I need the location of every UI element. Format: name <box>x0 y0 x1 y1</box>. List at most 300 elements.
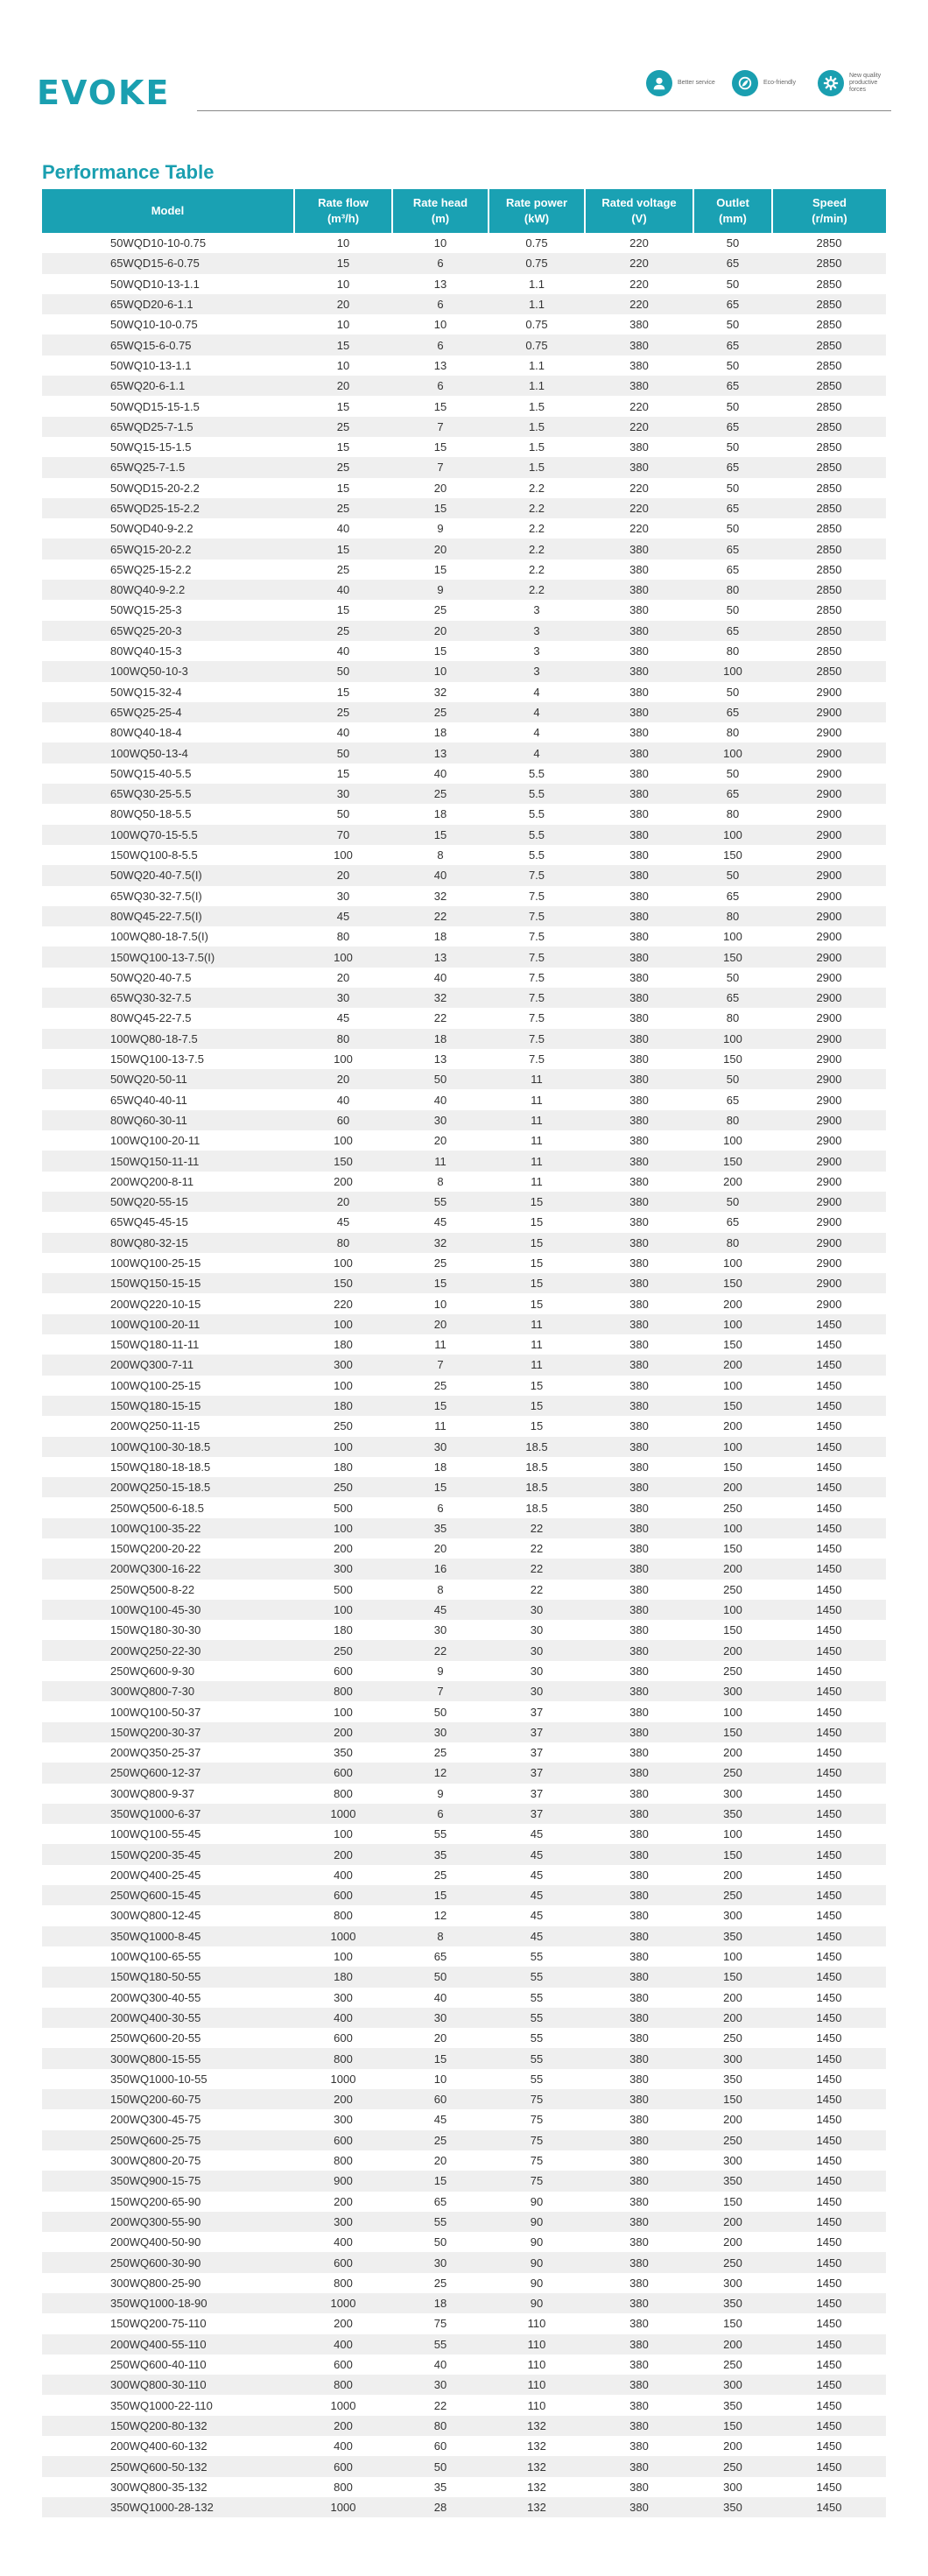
cell-model: 65WQ40-40-11 <box>110 1093 187 1107</box>
cell-rate-head: 8 <box>437 848 444 862</box>
cell-rate-power: 55 <box>530 2072 544 2086</box>
table-row <box>42 1029 886 1049</box>
cell-rate-flow: 100 <box>334 1134 353 1148</box>
cell-rate-flow: 15 <box>336 399 350 413</box>
cell-speed: 1450 <box>772 2089 886 2109</box>
cell-outlet: 250 <box>693 2456 772 2476</box>
cell-rate-flow: 10 <box>336 277 350 291</box>
cell-rate-flow: 15 <box>336 440 350 454</box>
cell-rate-head: 25 <box>392 2130 489 2150</box>
cell-rate-power: 2.2 <box>489 498 585 518</box>
cell-speed: 2850 <box>816 481 842 495</box>
cell-rate-head: 32 <box>433 889 447 903</box>
table-row <box>42 1600 886 1620</box>
cell-rate-head: 50 <box>392 1069 489 1089</box>
cell-rate-flow: 400 <box>334 1868 353 1882</box>
cell-rate-power: 5.5 <box>489 825 585 845</box>
cell-outlet: 80 <box>726 1011 740 1025</box>
cell-rated-voltage: 380 <box>629 2154 649 2168</box>
table-row <box>42 1640 886 1660</box>
cell-speed: 1450 <box>816 2276 842 2290</box>
cell-rate-flow: 25 <box>294 417 392 437</box>
cell-rate-power: 15 <box>530 1215 544 1229</box>
cell-rate-flow: 180 <box>334 1460 353 1474</box>
col-header-rated-voltage: Rated voltage (V) <box>585 189 693 233</box>
cell-rate-head: 30 <box>392 2252 489 2272</box>
cell-rate-head: 22 <box>433 1011 447 1025</box>
badge-label: Eco-friendly <box>763 80 796 86</box>
cell-outlet: 350 <box>693 2171 772 2191</box>
cell-rate-flow: 40 <box>336 726 350 740</box>
cell-rate-power: 5.5 <box>489 784 585 804</box>
cell-rate-flow: 25 <box>336 562 350 576</box>
cell-rate-power: 30 <box>489 1640 585 1660</box>
cell-rate-head: 15 <box>392 1396 489 1416</box>
cell-rate-flow: 220 <box>334 1297 353 1311</box>
cell-rate-power: 15 <box>489 1192 585 1212</box>
cell-model: 80WQ45-22-7.5(I) <box>42 906 294 926</box>
cell-speed: 1450 <box>772 2416 886 2436</box>
cell-rate-flow: 200 <box>334 2194 353 2208</box>
cell-rated-voltage: 380 <box>585 2375 693 2395</box>
cell-outlet: 150 <box>723 1542 742 1556</box>
cell-rate-power: 11 <box>531 1338 543 1352</box>
cell-rated-voltage: 380 <box>585 1926 693 1946</box>
cell-speed: 1450 <box>816 1542 842 1556</box>
cell-rate-head: 20 <box>392 538 489 559</box>
cell-speed: 2900 <box>816 1093 842 1107</box>
cell-rate-head: 22 <box>433 2398 447 2412</box>
cell-rate-head: 30 <box>392 1722 489 1742</box>
cell-rate-power: 75 <box>489 2130 585 2150</box>
cell-rated-voltage: 380 <box>585 1477 693 1497</box>
table-row <box>42 2497 886 2517</box>
cell-rate-flow: 1000 <box>294 2497 392 2517</box>
cell-outlet: 150 <box>693 1722 772 1742</box>
cell-outlet: 150 <box>693 1396 772 1416</box>
cell-speed: 2900 <box>772 1151 886 1171</box>
cell-model: 200WQ400-30-55 <box>42 2008 294 2028</box>
cell-rate-head: 55 <box>392 2212 489 2232</box>
table-row <box>42 376 886 396</box>
cell-speed: 1450 <box>816 1786 842 1800</box>
cell-rate-power: 1.5 <box>528 440 545 454</box>
table-row <box>42 682 886 702</box>
table-row <box>42 2354 886 2375</box>
cell-rate-power: 7.5 <box>489 865 585 885</box>
cell-rate-head: 60 <box>392 2089 489 2109</box>
table-row <box>42 1334 886 1355</box>
cell-rate-flow: 50 <box>336 807 350 821</box>
cell-rated-voltage: 380 <box>585 538 693 559</box>
table-row <box>42 2252 886 2272</box>
cell-speed: 1450 <box>816 1501 842 1515</box>
cell-rate-power: 2.2 <box>489 580 585 600</box>
cell-rate-head: 30 <box>392 2375 489 2395</box>
cell-rated-voltage: 380 <box>629 603 649 617</box>
table-row <box>42 1376 886 1396</box>
table-row <box>42 1661 886 1681</box>
cell-rate-flow: 300 <box>294 1559 392 1579</box>
cell-rated-voltage: 380 <box>585 2416 693 2436</box>
cell-model: 200WQ300-16-22 <box>42 1559 294 1579</box>
cell-outlet: 50 <box>726 685 740 699</box>
cell-rate-power: 45 <box>489 1885 585 1905</box>
cell-model: 80WQ45-22-7.5 <box>110 1011 192 1025</box>
table-row <box>42 2069 886 2089</box>
cell-speed: 1450 <box>816 2072 842 2086</box>
cell-rate-head: 35 <box>392 1518 489 1538</box>
table-row <box>42 478 886 498</box>
cell-speed: 1450 <box>816 1460 842 1474</box>
cell-rate-flow: 25 <box>294 498 392 518</box>
cell-rate-power: 2.2 <box>528 522 545 536</box>
cell-model: 100WQ100-45-30 <box>42 1600 294 1620</box>
cell-outlet: 350 <box>693 2293 772 2313</box>
cell-speed: 1450 <box>816 2235 842 2249</box>
cell-rate-power: 45 <box>489 1844 585 1864</box>
cell-rated-voltage: 380 <box>629 562 649 576</box>
cell-rated-voltage: 380 <box>629 848 649 862</box>
cell-rate-flow: 1000 <box>330 2072 356 2086</box>
cell-rated-voltage: 380 <box>585 1722 693 1742</box>
table-row <box>42 294 886 314</box>
cell-rated-voltage: 380 <box>629 1215 649 1229</box>
cell-rate-flow: 600 <box>294 1763 392 1783</box>
table-row <box>42 1926 886 1946</box>
cell-rate-flow: 30 <box>294 784 392 804</box>
cell-rated-voltage: 380 <box>585 1151 693 1171</box>
cell-rate-power: 11 <box>489 1151 585 1171</box>
cell-rate-power: 3 <box>533 603 540 617</box>
cell-rate-power: 0.75 <box>489 334 585 355</box>
cell-rate-flow: 100 <box>334 1827 353 1841</box>
cell-outlet: 200 <box>693 1477 772 1497</box>
cell-rate-power: 7.5 <box>528 1011 545 1025</box>
cell-speed: 2900 <box>816 1174 842 1188</box>
cell-rate-power: 18.5 <box>489 1437 585 1457</box>
cell-model: 50WQ20-55-15 <box>42 1192 294 1212</box>
cell-outlet: 50 <box>726 522 740 536</box>
badge-service <box>646 70 720 96</box>
cell-rate-flow: 20 <box>294 1192 392 1212</box>
cell-rate-flow: 400 <box>334 2235 353 2249</box>
table-row <box>42 2028 886 2048</box>
cell-model: 50WQ20-40-7.5 <box>110 970 192 984</box>
cell-rate-power: 3 <box>489 621 585 641</box>
cell-rated-voltage: 380 <box>585 2252 693 2272</box>
cell-speed: 1450 <box>772 1640 886 1660</box>
page-title: Performance Table <box>42 161 214 183</box>
table-row <box>42 1457 886 1477</box>
cell-outlet: 300 <box>723 1786 742 1800</box>
cell-model: 80WQ40-18-4 <box>110 726 182 740</box>
table-row <box>42 2008 886 2028</box>
cell-rated-voltage: 380 <box>629 2480 649 2494</box>
cell-rated-voltage: 380 <box>629 1501 649 1515</box>
cell-speed: 1450 <box>772 1681 886 1701</box>
table-row <box>42 1538 886 1559</box>
cell-rated-voltage: 380 <box>629 807 649 821</box>
cell-rate-head: 12 <box>392 1763 489 1783</box>
cell-outlet: 65 <box>693 784 772 804</box>
cell-rate-flow: 200 <box>294 2416 392 2436</box>
cell-outlet: 50 <box>693 1192 772 1212</box>
cell-model: 65WQ25-20-3 <box>42 621 294 641</box>
cell-rate-power: 90 <box>530 2194 544 2208</box>
cell-outlet: 65 <box>693 417 772 437</box>
cell-rated-voltage: 380 <box>585 2497 693 2517</box>
cell-speed: 2900 <box>772 1029 886 1049</box>
cell-rated-voltage: 380 <box>629 2398 649 2412</box>
cell-rate-head: 15 <box>433 562 447 576</box>
cell-model: 50WQ20-40-7.5(I) <box>42 865 294 885</box>
cell-model: 300WQ800-12-45 <box>110 1909 201 1923</box>
cell-rate-power: 55 <box>530 1950 544 1964</box>
table-row <box>42 2293 886 2313</box>
table-row <box>42 2436 886 2456</box>
cell-rated-voltage: 220 <box>585 417 693 437</box>
cell-outlet: 200 <box>723 1419 742 1433</box>
cell-outlet: 150 <box>723 2194 742 2208</box>
cell-rate-head: 30 <box>392 1110 489 1130</box>
table-row <box>42 1314 886 1334</box>
cell-outlet: 100 <box>693 1029 772 1049</box>
cell-model: 200WQ250-11-15 <box>110 1419 200 1433</box>
cell-outlet: 200 <box>693 1640 772 1660</box>
cell-rated-voltage: 380 <box>585 1844 693 1864</box>
cell-rate-head: 20 <box>433 1134 447 1148</box>
cell-outlet: 150 <box>723 1338 742 1352</box>
cell-rated-voltage: 380 <box>585 1600 693 1620</box>
badge-quality <box>818 70 891 96</box>
cell-model: 100WQ80-18-7.5 <box>42 1029 294 1049</box>
cell-model: 300WQ800-30-110 <box>42 2375 294 2395</box>
cell-model: 50WQD15-20-2.2 <box>110 481 200 495</box>
cell-outlet: 200 <box>723 1990 742 2004</box>
cell-rated-voltage: 380 <box>585 2334 693 2354</box>
cell-speed: 2900 <box>816 1215 842 1229</box>
cell-model: 200WQ400-50-90 <box>110 2235 201 2249</box>
table-row <box>42 600 886 620</box>
badge-label: New quality productive forces <box>849 73 882 93</box>
cell-speed: 2900 <box>772 1192 886 1212</box>
cell-rate-power: 3 <box>489 661 585 681</box>
cell-rated-voltage: 380 <box>629 1378 649 1392</box>
cell-rated-voltage: 220 <box>629 236 649 250</box>
badge-label: Better service <box>678 80 715 86</box>
cell-rate-head: 25 <box>433 1746 447 1760</box>
table-row <box>42 538 886 559</box>
cell-rate-flow: 1000 <box>294 2293 392 2313</box>
cell-rate-head: 25 <box>392 784 489 804</box>
cell-model: 250WQ600-30-90 <box>42 2252 294 2272</box>
cell-speed: 2900 <box>772 906 886 926</box>
cell-speed: 1450 <box>772 2048 886 2068</box>
cell-model: 150WQ180-50-55 <box>42 1967 294 1987</box>
cell-speed: 1450 <box>772 1804 886 1824</box>
cell-outlet: 100 <box>693 825 772 845</box>
cell-rate-power: 45 <box>489 1926 585 1946</box>
cell-rate-flow: 200 <box>294 1722 392 1742</box>
cell-rate-power: 1.5 <box>489 457 585 477</box>
cell-rated-voltage: 380 <box>585 2130 693 2150</box>
table-row <box>42 1988 886 2008</box>
cell-rated-voltage: 380 <box>629 2317 649 2331</box>
cell-rated-voltage: 380 <box>585 1192 693 1212</box>
cell-rate-flow: 400 <box>334 2439 353 2453</box>
cell-outlet: 350 <box>723 2072 742 2086</box>
cell-speed: 1450 <box>816 1378 842 1392</box>
cell-speed: 1450 <box>816 2317 842 2331</box>
cell-rate-power: 11 <box>531 1093 543 1107</box>
cell-speed: 1450 <box>816 1990 842 2004</box>
cell-speed: 2900 <box>816 1297 842 1311</box>
cell-rate-power: 1.1 <box>528 277 545 291</box>
cell-outlet: 200 <box>723 1746 742 1760</box>
cell-outlet: 200 <box>723 2235 742 2249</box>
cell-rate-head: 30 <box>433 1623 447 1637</box>
cell-rate-head: 6 <box>392 334 489 355</box>
cell-outlet: 150 <box>723 848 742 862</box>
cell-speed: 1450 <box>816 2113 842 2127</box>
cell-rate-power: 30 <box>530 1664 544 1678</box>
cell-outlet: 150 <box>693 2416 772 2436</box>
table-row <box>42 498 886 518</box>
cell-outlet: 300 <box>693 1681 772 1701</box>
cell-rate-flow: 300 <box>294 1355 392 1375</box>
table-row <box>42 1763 886 1783</box>
cell-rate-head: 9 <box>437 1786 444 1800</box>
cell-speed: 1450 <box>772 1763 886 1783</box>
cell-rate-head: 13 <box>433 277 447 291</box>
cell-speed: 2900 <box>816 930 842 944</box>
table-row <box>42 274 886 294</box>
table-row <box>42 2375 886 2395</box>
cell-speed: 1450 <box>816 2439 842 2453</box>
cell-rated-voltage: 380 <box>629 726 649 740</box>
cell-rated-voltage: 380 <box>629 2276 649 2290</box>
cell-rate-power: 11 <box>531 1134 543 1148</box>
cell-rated-voltage: 220 <box>585 253 693 273</box>
cell-rated-voltage: 380 <box>629 318 649 332</box>
cell-rated-voltage: 380 <box>585 1804 693 1824</box>
cell-model: 65WQD25-15-2.2 <box>42 498 294 518</box>
cell-outlet: 200 <box>693 1355 772 1375</box>
cell-rated-voltage: 380 <box>585 2212 693 2232</box>
cell-rate-head: 11 <box>392 1151 489 1171</box>
cell-outlet: 100 <box>723 1705 742 1719</box>
cell-rated-voltage: 380 <box>629 2235 649 2249</box>
cell-outlet: 100 <box>693 661 772 681</box>
cell-rate-flow: 100 <box>334 1378 353 1392</box>
cell-rate-flow: 40 <box>294 580 392 600</box>
cell-rate-head: 16 <box>392 1559 489 1579</box>
cell-rate-flow: 80 <box>336 930 350 944</box>
cell-speed: 1450 <box>772 1437 886 1457</box>
cell-rated-voltage: 380 <box>629 1786 649 1800</box>
cell-outlet: 300 <box>723 2154 742 2168</box>
cell-model: 350WQ1000-6-37 <box>42 1804 294 1824</box>
cell-model: 250WQ500-8-22 <box>110 1582 195 1596</box>
cell-rate-power: 18.5 <box>489 1477 585 1497</box>
cell-rate-head: 15 <box>392 1477 489 1497</box>
cell-rated-voltage: 380 <box>585 825 693 845</box>
cell-model: 100WQ100-55-45 <box>110 1827 201 1841</box>
table-row <box>42 2130 886 2150</box>
cell-rate-head: 22 <box>392 906 489 926</box>
cell-outlet: 200 <box>723 2113 742 2127</box>
cell-rate-flow: 50 <box>294 743 392 763</box>
page-header <box>0 0 928 131</box>
cell-speed: 2850 <box>816 603 842 617</box>
cell-rate-flow: 45 <box>294 906 392 926</box>
cell-rate-power: 7.5 <box>528 1052 545 1066</box>
cell-rate-flow: 45 <box>336 1215 350 1229</box>
cell-model: 100WQ100-25-15 <box>110 1378 201 1392</box>
cell-rated-voltage: 380 <box>585 1110 693 1130</box>
cell-model: 50WQD10-13-1.1 <box>110 277 200 291</box>
cell-speed: 2850 <box>772 621 886 641</box>
cell-rated-voltage: 380 <box>629 1909 649 1923</box>
cell-rate-head: 28 <box>392 2497 489 2517</box>
cell-speed: 2850 <box>816 562 842 576</box>
cell-rate-power: 90 <box>489 2252 585 2272</box>
cell-rated-voltage: 380 <box>629 2031 649 2045</box>
cell-rate-power: 55 <box>489 1967 585 1987</box>
cell-rated-voltage: 380 <box>629 2439 649 2453</box>
cell-model: 80WQ40-9-2.2 <box>42 580 294 600</box>
cell-rate-head: 7 <box>392 417 489 437</box>
cell-rated-voltage: 380 <box>585 988 693 1008</box>
cell-rated-voltage: 380 <box>629 1827 649 1841</box>
cell-model: 50WQ15-25-3 <box>110 603 182 617</box>
table-row <box>42 1437 886 1457</box>
cell-rate-head: 25 <box>433 1378 447 1392</box>
cell-rated-voltage: 380 <box>629 2358 649 2372</box>
cell-model: 250WQ600-12-37 <box>42 1763 294 1783</box>
cell-model: 200WQ400-60-132 <box>110 2439 207 2453</box>
cell-speed: 1450 <box>772 2252 886 2272</box>
cell-rate-power: 90 <box>489 2212 585 2232</box>
cell-model: 50WQD15-15-1.5 <box>110 399 200 413</box>
cell-model: 250WQ600-25-75 <box>42 2130 294 2150</box>
table-row <box>42 906 886 926</box>
cell-model: 100WQ70-15-5.5 <box>42 825 294 845</box>
cell-rate-flow: 100 <box>334 1950 353 1964</box>
cell-outlet: 50 <box>693 865 772 885</box>
table-row <box>42 865 886 885</box>
cell-speed: 2850 <box>816 522 842 536</box>
cell-rate-flow: 600 <box>334 2358 353 2372</box>
cell-rated-voltage: 380 <box>585 376 693 396</box>
cell-model: 250WQ600-20-55 <box>110 2031 201 2045</box>
cell-rated-voltage: 380 <box>585 743 693 763</box>
cell-rated-voltage: 220 <box>629 522 649 536</box>
cell-rate-flow: 100 <box>334 1052 353 1066</box>
cell-rate-flow: 250 <box>294 1640 392 1660</box>
cell-outlet: 100 <box>723 1378 742 1392</box>
cell-outlet: 65 <box>693 334 772 355</box>
cell-model: 150WQ200-65-90 <box>110 2194 201 2208</box>
cell-rate-head: 75 <box>433 2317 447 2331</box>
cell-speed: 2850 <box>816 644 842 658</box>
eco-leaf-icon <box>732 70 758 96</box>
cell-rated-voltage: 380 <box>629 1460 649 1474</box>
cell-rate-power: 110 <box>489 2334 585 2354</box>
cell-model: 65WQ25-7-1.5 <box>42 457 294 477</box>
cell-rate-flow: 150 <box>294 1151 392 1171</box>
